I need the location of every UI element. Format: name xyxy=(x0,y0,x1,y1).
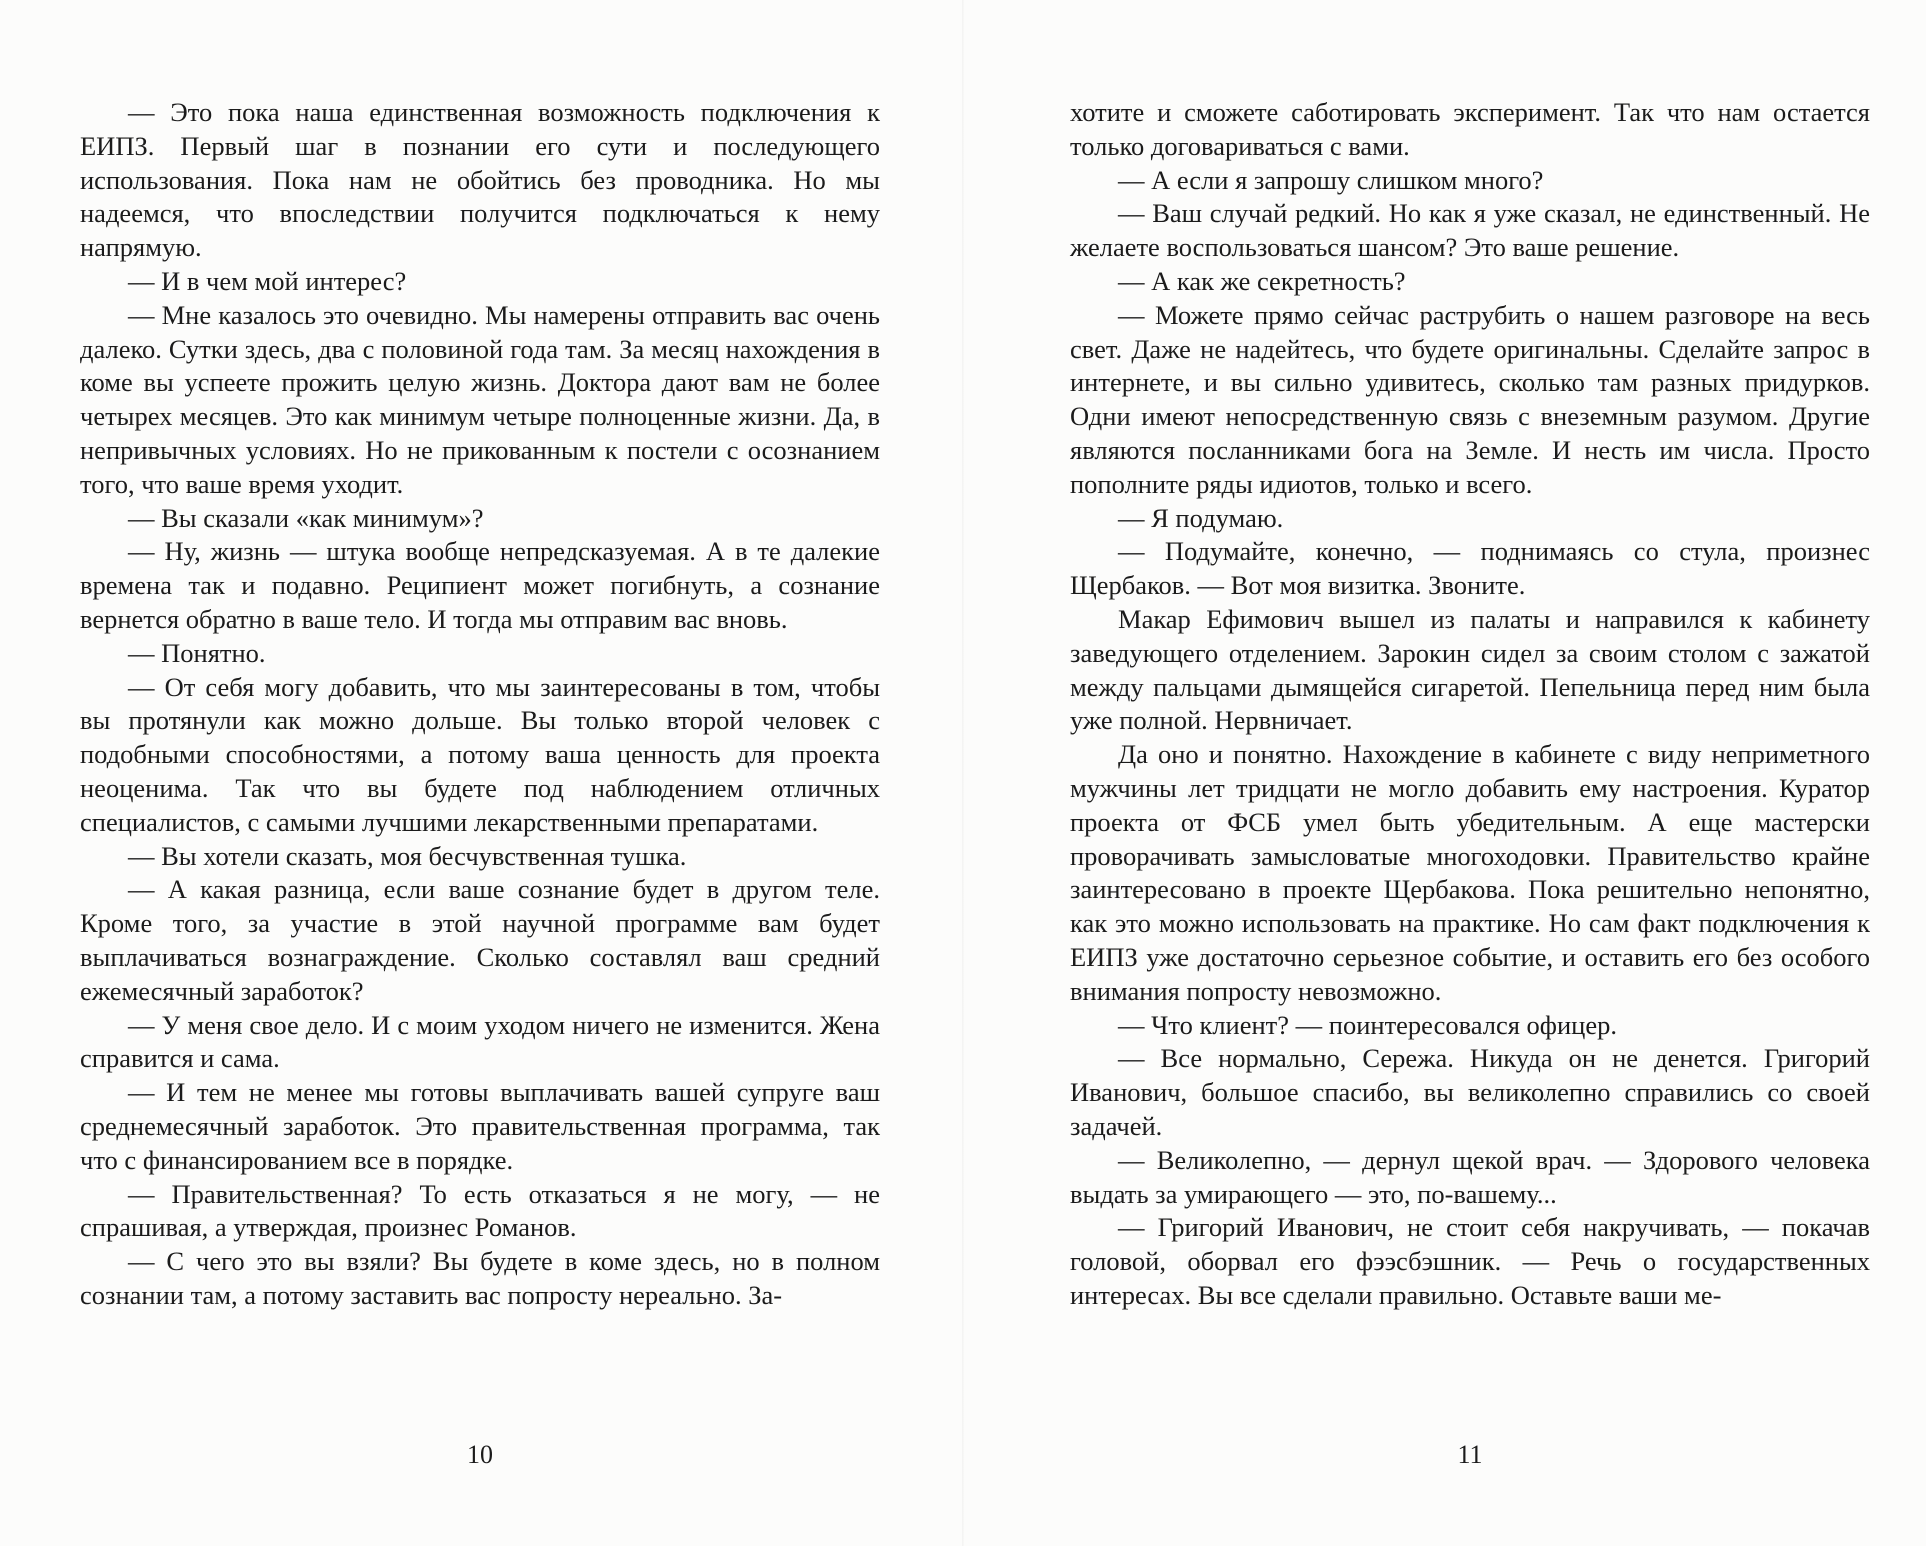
paragraph-continuation: хотите и сможете саботировать эксперимент. Так что нам остается только договариваться с вами. xyxy=(1070,97,1870,161)
paragraph: — Великолепно, — дернул щекой врач. — Здорового человека выдать за умирающего — это, по-вашему... xyxy=(1070,1144,1870,1209)
paragraph: — Можете прямо сейчас раструбить о нашем разговоре на весь свет. Даже не надейтесь, что будете оригинальны. Сделайте запрос в интернете, и вы сильно удивитесь, сколько там разных придурков. Одни имеют непосредственную связь с внеземным разумом. Другие являются посланниками бога на Земле. И несть им числа. Просто пополните ряды идиотов, только и всего. xyxy=(1070,299,1870,499)
paragraph: — Ну, жизнь — штука вообще непредсказуемая. А в те далекие времена так и подавно. Реципиент может погибнуть, а сознание вернется обратно в ваше тело. И тогда мы отправим вас вновь. xyxy=(80,536,880,634)
paragraph: — Все нормально, Сережа. Никуда он не денется. Григорий Иванович, большое спасибо, вы великолепно справились со своей задачей. xyxy=(1070,1043,1870,1141)
paragraph: — Григорий Иванович, не стоит себя накручивать, — покачав головой, оборвал его фээсбэшник. — Речь о государственных интересах. Вы все сделали правильно. Оставьте ваши ме- xyxy=(1070,1212,1870,1310)
paragraph: — У меня свое дело. И с моим уходом ничего не изменится. Жена справится и сама. xyxy=(80,1009,880,1074)
paragraph: — Правительственная? То есть отказаться я не могу, — не спрашивая, а утверждая, произнес Романов. xyxy=(80,1178,880,1243)
page-number-right: 11 xyxy=(1457,1440,1483,1469)
book-gutter xyxy=(962,0,964,1546)
paragraph: — А если я запрошу слишком много? xyxy=(1118,164,1544,195)
paragraph: — Мне казалось это очевидно. Мы намерены отправить вас очень далеко. Сутки здесь, два с половиной года там. За месяц нахождения в коме вы успеете прожить целую жизнь. Доктора дают вам не более четырех месяцев. Это как минимум четыре полноценные жизни. Да, в непривычных условиях. Но не прикованным к постели с осознанием того, что ваше время уходит. xyxy=(80,299,880,499)
paragraph: — И в чем мой интерес? xyxy=(128,265,407,296)
paragraph: Да оно и понятно. Нахождение в кабинете с виду неприметного мужчины лет тридцати не могло добавить ему настроения. Куратор проекта от ФСБ умел быть убедительным. А еще мастерски проворачивать замысловатые многоходовки. Правительство крайне заинтересовано в проекте Щербакова. Пока решительно непонятно, как это можно использовать на практике. Но сам факт подключения к ЕИПЗ уже достаточно серьезное событие, и оставить его без особого внимания попросту невозможно. xyxy=(1070,739,1870,1006)
paragraph: — От себя могу добавить, что мы заинтересованы в том, чтобы вы протянули как можно дольше. Вы только второй человек с подобными способностями, а потому ваша ценность для проекта неоценима. Так что вы будете под наблюдением отличных специалистов, с самыми лучшими лекарственными препаратами. xyxy=(80,671,880,837)
paragraph: — Подумайте, конечно, — поднимаясь со стула, произнес Щербаков. — Вот моя визитка. Звоните. xyxy=(1070,536,1870,601)
paragraph: — Вы хотели сказать, моя бесчувственная тушка. xyxy=(128,840,687,871)
paragraph: — Это пока наша единственная возможность подключения к ЕИПЗ. Первый шаг в познании его сути и последующего использования. Пока нам не обойтись без проводника. Но мы надеемся, что впоследствии получится подключаться к нему напрямую. xyxy=(80,97,880,263)
paragraph: — Я подумаю. xyxy=(1118,502,1284,533)
paragraph: — И тем не менее мы готовы выплачивать вашей супруге ваш среднемесячный заработок. Это правительственная программа, так что с финансированием все в порядке. xyxy=(80,1077,880,1175)
paragraph: — С чего это вы взяли? Вы будете в коме здесь, но в полном сознании там, а потому заставить вас попросту нереально. За- xyxy=(80,1246,880,1310)
right-page xyxy=(1070,96,1870,1313)
paragraph: — Вы сказали «как минимум»? xyxy=(128,502,484,533)
page-number-left: 10 xyxy=(467,1440,493,1469)
left-page xyxy=(80,96,880,1313)
paragraph: — Понятно. xyxy=(128,637,266,668)
left-page-text xyxy=(80,96,880,1313)
paragraph: Макар Ефимович вышел из палаты и направился к кабинету заведующего отделением. Зарокин сидел за своим столом с зажатой между пальцами дымящейся сигаретой. Пепельница перед ним была уже полной. Нервничает. xyxy=(1070,603,1870,736)
paragraph: — А как же секретность? xyxy=(1118,265,1406,296)
right-page-text xyxy=(1070,96,1870,1313)
paragraph: — Что клиент? — поинтересовался офицер. xyxy=(1118,1009,1617,1040)
paragraph: — А какая разница, если ваше сознание будет в другом теле. Кроме того, за участие в этой научной программе вам будет выплачиваться вознаграждение. Сколько составлял ваш средний ежемесячный заработок? xyxy=(80,874,880,1006)
paragraph: — Ваш случай редкий. Но как я уже сказал, не единственный. Не желаете воспользоваться шансом? Это ваше решение. xyxy=(1070,198,1870,263)
